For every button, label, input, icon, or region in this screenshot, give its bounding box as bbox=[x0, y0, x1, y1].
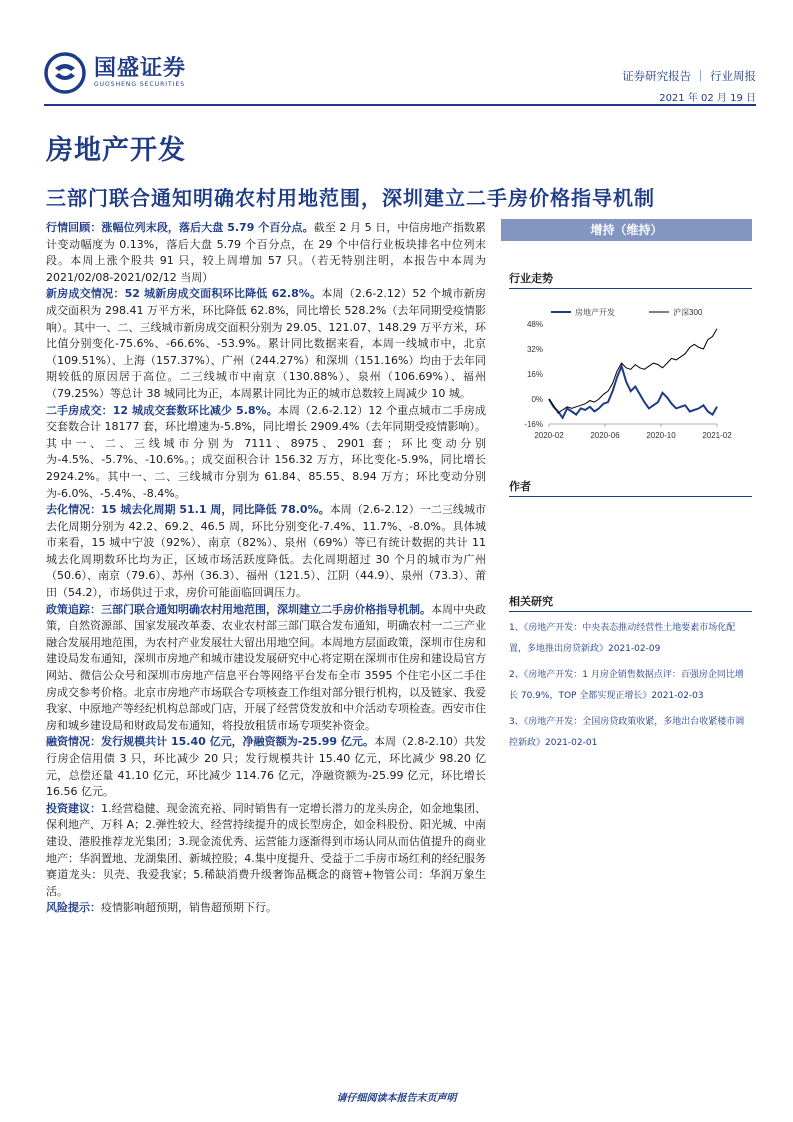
main-text-column bbox=[46, 220, 486, 917]
y-tick-label: 48% bbox=[526, 320, 543, 329]
section-body: 本周（2.6-2.12）12 个重点城市二手房成交套数合计 18177 套，环比增速为-5.8%，同比增长 2909.4%（去年同期受疫情影响）。其中一、二、三线城市分别为 7111、8975、2901 套；环比变动分别为-4.5%、-5.7%、-10.6%。；成交面积合计 156.32 万方，环比变化-5.9%，同比增长 2924.2%。其中一、二、三线城市分别为 61.84、85.55、8.94 万方；环比变动分别为-6.0%、-5.4%、-8.4%。 bbox=[46, 403, 486, 500]
section-label: 投资建议： bbox=[46, 801, 102, 815]
rating-badge: 增持（维持） bbox=[501, 219, 752, 241]
footer-disclaimer: 请仔细阅读本报告末页声明 bbox=[336, 1093, 457, 1104]
section-body: 本周（2.6-2.12）一二三线城市去化周期分别为 42.2、69.2、46.5 周，环比分别变化-7.4%、11.7%、-8.0%。具体城市来看，15 城中宁波（92%）、南京（82%）、泉州（69%）等已有统计数据的共计 11 城去化周期数环比均为正，区域市场活跃度降低。去化周期超过 30 个月的城市为广州（50.6）、南京（79.6）、苏州（36.3）、福州（121.5）、江阴（44.9）、泉州（73.3）、莆田（54.2），市场供过于求，房价可能面临回调压力。 bbox=[46, 503, 486, 600]
y-tick-label: 32% bbox=[526, 345, 543, 354]
section-second-hand bbox=[46, 403, 486, 503]
section-market-review bbox=[46, 220, 486, 286]
section-body: 本周（2.6-2.12）52 个城市新房成交面积为 298.41 万平方米，环比降低 62.8%，同比增长 528.2%（去年同期受疫情影响）。其中一、二、三线城市新房成交面积分别为 29.05、121.07、148.29 万平方米，环比值分别变化-75.6%、-66.6%、-53.9%。累计同比数据来看，本周一线城市中，北京（109.51%）、上海（157.37%）、广州（244.27%）和深圳（151.16%）均由于去年同期较低的原因居于高位。二三线城市中南京（130.88%）、泉州（106.69%）、福州（79.25%）等总计 38 城同比为正，本周累计同比为正的城市总数较上周减少 10 城。 bbox=[46, 287, 486, 400]
related-item[interactable]: 1、《房地产开发：中央表态推动经营性土地要素市场化配置，多地推出房贷新政》2021-02-09 bbox=[509, 623, 736, 654]
author-divider bbox=[509, 496, 752, 497]
section-body: 疫情影响超预期，销售超预期下行。 bbox=[101, 901, 277, 915]
section-new-home bbox=[46, 286, 486, 402]
section-risk bbox=[46, 900, 486, 917]
trend-divider bbox=[509, 288, 752, 289]
section-label: 行情回顾：涨幅位列末段，落后大盘 5.79 个百分点。 bbox=[46, 221, 314, 234]
report-type: 证券研究报告 ｜ 行业周报 bbox=[622, 69, 756, 83]
section-label: 去化情况：15 城去化周期 51.1 周，同比降低 78.0%。 bbox=[46, 503, 330, 517]
trend-heading: 行业走势 bbox=[509, 272, 553, 285]
related-item[interactable]: 3、《房地产开发：全国房贷政策收紧，多地出台收紧楼市调控新政》2021-02-01 bbox=[509, 717, 745, 748]
section-body: 本周（2.8-2.10）共发行房企信用债 3 只，环比减少 20 只；发行规模共计 15.40 亿元，环比减少 98.20 亿元，总偿还量 41.10 亿元，环比减少 114.76 亿元，净融资额为-25.99 亿元，环比增长 16.56 亿元。 bbox=[46, 735, 486, 799]
logo-english-name: GUOSHENG SECURITIES bbox=[94, 81, 186, 88]
section-investment bbox=[46, 801, 486, 901]
section-label: 二手房成交：12 城成交套数环比减少 5.8%。 bbox=[46, 403, 278, 417]
related-research-list bbox=[509, 618, 752, 759]
series-line-csi300 bbox=[549, 329, 717, 413]
legend-label: 沪深300 bbox=[673, 308, 703, 317]
logo-chinese-name: 国盛证券 bbox=[94, 56, 187, 81]
x-tick-label: 2020-02 bbox=[534, 431, 564, 440]
brand-logo bbox=[44, 52, 186, 94]
report-date: 2021 年 02 月 19 日 bbox=[659, 93, 756, 104]
section-destocking bbox=[46, 502, 486, 602]
related-divider bbox=[509, 611, 752, 612]
sector-title: 房地产开发 bbox=[46, 135, 186, 166]
report-headline: 三部门联合通知明确农村用地范围，深圳建立二手房价格指导机制 bbox=[46, 186, 655, 210]
related-item[interactable]: 2、《房地产开发：1 月房企销售数据点评：百强房企同比增长 70.9%，TOP 全都实现正增长》2021-02-03 bbox=[509, 670, 744, 701]
guosheng-logo-icon bbox=[44, 52, 86, 94]
x-tick-label: 2021-02 bbox=[702, 431, 732, 440]
x-tick-label: 2020-10 bbox=[646, 431, 676, 440]
y-tick-label: 0% bbox=[531, 395, 543, 404]
section-body: 截至 2 月 5 日，中信房地产指数累计变动幅度为 0.13%，落后大盘 5.79 个百分点，在 29 个中信行业板块排名中位列末段。本周上涨个股共 91 只，较上周增加 57 只。（若无特别注明，本报告中本周为 2021/02/08-2021/02/12 当周） bbox=[46, 221, 486, 284]
y-tick-label: 16% bbox=[526, 370, 543, 379]
section-label: 风险提示： bbox=[46, 901, 101, 915]
y-tick-label: -16% bbox=[524, 420, 543, 429]
section-body: 1.经营稳健、现金流充裕、同时销售有一定增长潜力的龙头房企，如金地集团、保利地产、万科 A；2.弹性较大、经营持续提升的成长型房企，如金科股份、阳光城、中南建设、港股推荐龙光集团；3.现金流优秀、运营能力逐渐得到市场认同从而估值提升的商业地产：华润置地、龙湖集团、新城控股；4.集中度提升、受益于二手房市场红利的经纪服务赛道龙头：贝壳、我爱我家；5.稀缺消费升级奢饰品概念的商管+物管公司：华润万象生活。 bbox=[46, 801, 487, 898]
section-label: 融资情况：发行规模共计 15.40 亿元，净融资额为-25.99 亿元。 bbox=[46, 735, 374, 749]
section-financing bbox=[46, 734, 486, 800]
legend-label: 房地产开发 bbox=[575, 308, 615, 317]
related-heading: 相关研究 bbox=[509, 595, 553, 608]
series-line-real-estate bbox=[549, 366, 717, 418]
header-divider bbox=[44, 104, 756, 106]
section-policy bbox=[46, 602, 486, 735]
section-label: 新房成交情况：52 城新房成交面积环比降低 62.8%。 bbox=[46, 287, 322, 301]
section-label: 政策追踪：三部门联合通知明确农村用地范围，深圳建立二手房价格指导机制。 bbox=[46, 602, 431, 616]
author-heading: 作者 bbox=[509, 480, 531, 493]
x-tick-label: 2020-06 bbox=[590, 431, 620, 440]
section-body: 本周中央政策，自然资源部、国家发展改革委、农业农村部三部门联合发布通知，明确农村一二三产业融合发展用地范围，为农村产业发展壮大留出用地空间。本周地方层面政策，深圳市住房和建设局发布通知，深圳市房地产和城市建设发展研究中心将定期在深圳市住房和建设局官方网站、微信公众号和深圳市房地产信息平台等网络平台发布全市 3595 个住宅小区二手住房成交参考价格。北京市房地产市场联合专项核查工作组对部分银行机构，以及链家、我爱我家、中原地产等经纪机构总部或门店，开展了经营贷发放和中介活动专项检查。西安市住房和城乡建设局和财政局发布通知，将投放租赁市场专项奖补资金。 bbox=[46, 602, 486, 732]
industry-trend-chart bbox=[509, 300, 752, 450]
